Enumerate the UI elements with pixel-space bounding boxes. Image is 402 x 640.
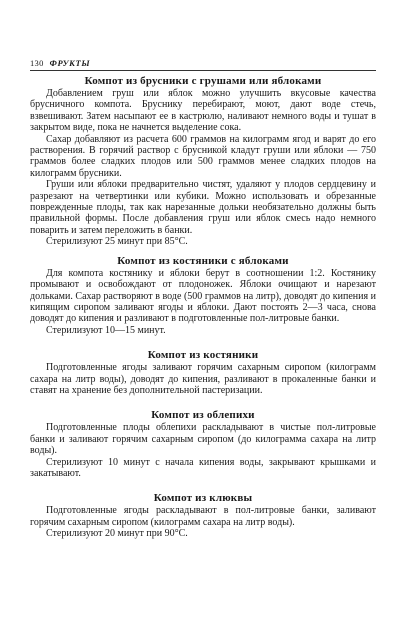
- recipe-title: Компот из клюквы: [153, 492, 253, 505]
- recipe-title: Компот из облепихи: [151, 409, 255, 422]
- header-rule: [30, 70, 376, 71]
- recipe-lingonberry: [30, 74, 376, 248]
- section-title: ФРУКТЫ: [49, 58, 91, 68]
- recipe-paragraph: Подготовленные ягоды раскладывают в пол-литровые банки, заливают горячим сахарным сиропом (килограмм сахара на литр воды).: [30, 505, 376, 528]
- recipe-stone-bramble-apples: [30, 254, 376, 336]
- recipe-stone-bramble: [30, 348, 376, 396]
- recipe-title: Компот из костяники: [147, 349, 259, 362]
- page-number: 130: [30, 58, 44, 68]
- recipe-paragraph: Стерилизуют 10—15 минут.: [46, 324, 166, 336]
- recipe-cranberry: [30, 491, 376, 539]
- recipe-paragraph: Для компота костянику и яблоки берут в соотношении 1:2. Костянику промывают и освобождают от плодоножек. Яблоки очищают и нарезают дольками. Сахар растворяют в воде (500 граммов на литр), доводят до кипения и кипящим сиропом заливают ягоды и яблоки. Дают постоять 2—3 часа, снова доводят до кипения и разливают в подготовленные пол-литровые банки.: [30, 267, 376, 325]
- recipe-paragraph: Груши или яблоки предварительно чистят, удаляют у плодов сердцевину и разрезают на четвертинки или кубики. Можно использовать и обрезанные поврежденные плоды, так как нарезанные дольки необязательно должны быть правильной формы. После добавления груш или яблок смесь надо немного поварить и затем переложить в банки.: [30, 179, 376, 236]
- recipe-paragraph: Стерилизуют 25 минут при 85°C.: [46, 236, 188, 248]
- recipe-title: Компот из костяники с яблоками: [117, 254, 289, 267]
- recipe-paragraph: Добавлением груш или яблок можно улучшить вкусовые качества брусничного компота. Бруснику перебирают, моют, дают воде стечь, взвешивают. Затем насыпают ее в кастрюлю, наливают немного воды и тушат в закрытом виде, пока не начнется выделение сока.: [30, 88, 376, 134]
- recipe-title: Компот из брусники с грушами или яблоками: [84, 75, 322, 87]
- page-content: [30, 74, 376, 546]
- recipe-paragraph: Стерилизуют 20 минут при 90°C.: [46, 528, 188, 540]
- recipe-paragraph: Подготовленные плоды облепихи раскладывают в чистые пол-литровые банки и заливают горячим сахарным сиропом (до килограмма сахара на литр воды).: [30, 422, 376, 457]
- recipe-sea-buckthorn: [30, 408, 376, 479]
- running-header: [30, 58, 90, 68]
- recipe-paragraph: Стерилизуют 10 минут с начала кипения воды, закрывают крышками и закатывают.: [30, 456, 376, 479]
- recipe-paragraph: Подготовленные ягоды заливают горячим сахарным сиропом (килограмм сахара на литр воды), доводят до кипения, разливают в прокаленные банки и ставят на хранение без дополнительной пастеризации.: [30, 362, 376, 396]
- recipe-paragraph: Сахар добавляют из расчета 600 граммов на килограмм ягод и варят до его растворения. В горячий раствор с брусникой кладут груши или яблоки — 750 граммов более сладких плодов или 500 граммов менее сладких плодов на килограмм брусники.: [30, 133, 376, 179]
